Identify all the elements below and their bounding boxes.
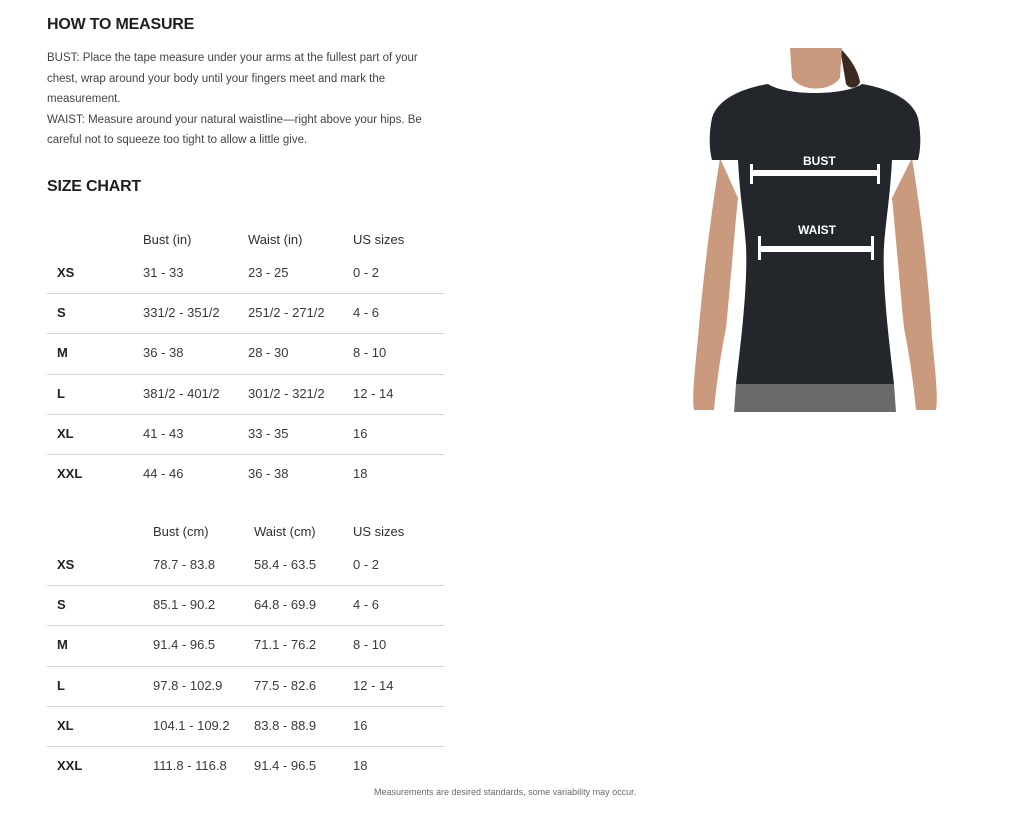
waist-value: 83.8 - 88.9 (254, 717, 317, 733)
bust-value: 97.8 - 102.9 (153, 677, 223, 693)
model-measurement-figure (690, 48, 940, 412)
column-header-us-sizes: US sizes (353, 232, 405, 247)
size-label: XL (57, 717, 74, 733)
size-label: S (57, 305, 66, 321)
bust-value: 381/2 - 401/2 (143, 385, 220, 401)
bust-instruction: BUST: Place the tape measure under your arms at the fullest part of your chest, wrap around your body until your fingers meet and mark the measurement. (47, 52, 418, 106)
bust-value: 41 - 43 (143, 425, 184, 441)
size-table-inches (47, 224, 444, 495)
table-row (47, 415, 444, 455)
waist-value: 64.8 - 69.9 (254, 597, 317, 613)
waist-value: 71.1 - 76.2 (254, 637, 317, 653)
left-arm-shape (693, 158, 738, 410)
table-row (47, 626, 444, 666)
table-row (47, 546, 444, 586)
us-size-value: 8 - 10 (353, 637, 387, 653)
table-row (47, 375, 444, 415)
waist-figure-label: WAIST (798, 223, 836, 237)
waist-instruction: WAIST: Measure around your natural waistline—right above your hips. Be careful not to squeeze too tight to allow a little give. (47, 113, 422, 147)
waist-value: 77.5 - 82.6 (254, 677, 317, 693)
size-table-centimeters (47, 516, 444, 787)
table-row (47, 334, 444, 374)
table-row (47, 747, 444, 787)
us-size-value: 12 - 14 (353, 677, 394, 693)
leggings-shape (734, 384, 896, 412)
size-label: XS (57, 265, 75, 280)
table-row (47, 294, 444, 334)
bust-value: 44 - 46 (143, 465, 184, 481)
us-size-value: 18 (353, 757, 368, 773)
waist-value: 58.4 - 63.5 (254, 557, 317, 572)
us-size-value: 16 (353, 717, 368, 733)
size-label: M (57, 345, 68, 361)
bust-value: 85.1 - 90.2 (153, 597, 216, 613)
table-row (47, 667, 444, 707)
bust-value: 78.7 - 83.8 (153, 557, 216, 572)
us-size-value: 0 - 2 (353, 557, 380, 572)
bust-value: 111.8 - 116.8 (153, 757, 227, 773)
size-label: L (57, 677, 65, 693)
us-size-value: 12 - 14 (353, 385, 394, 401)
size-label: M (57, 637, 68, 653)
how-to-measure-instructions (47, 48, 447, 151)
table-row (47, 707, 444, 747)
column-header-waist: Waist (cm) (254, 524, 316, 539)
size-chart-title: SIZE CHART (47, 178, 142, 195)
size-label: XS (57, 557, 75, 572)
bust-value: 91.4 - 96.5 (153, 637, 216, 653)
waist-value: 33 - 35 (248, 425, 289, 441)
hair-shape (840, 48, 860, 88)
size-label: L (57, 385, 65, 401)
us-size-value: 4 - 6 (353, 597, 380, 613)
table-header (47, 516, 444, 546)
size-label: S (57, 597, 66, 613)
right-arm-shape (892, 158, 937, 410)
column-header-bust: Bust (in) (143, 232, 192, 247)
table-row (47, 586, 444, 626)
waist-value: 23 - 25 (248, 265, 289, 280)
how-to-measure-title: HOW TO MEASURE (47, 16, 195, 33)
bust-figure-label: BUST (803, 154, 836, 168)
us-size-value: 0 - 2 (353, 265, 380, 280)
size-label: XXL (57, 757, 83, 773)
column-header-us-sizes: US sizes (353, 524, 405, 539)
bust-value: 36 - 38 (143, 345, 184, 361)
table-row (47, 455, 444, 495)
waist-value: 301/2 - 321/2 (248, 385, 325, 401)
us-size-value: 4 - 6 (353, 305, 380, 321)
us-size-value: 8 - 10 (353, 345, 387, 361)
bust-value: 31 - 33 (143, 265, 184, 280)
waist-value: 36 - 38 (248, 465, 289, 481)
size-label: XL (57, 425, 74, 441)
measurement-footnote: Measurements are desired standards, some variability may occur. (374, 787, 637, 797)
model-illustration (690, 48, 940, 412)
bust-value: 331/2 - 351/2 (143, 305, 220, 321)
column-header-waist: Waist (in) (248, 232, 303, 247)
size-label: XXL (57, 465, 83, 481)
waist-value: 251/2 - 271/2 (248, 305, 325, 321)
us-size-value: 18 (353, 465, 368, 481)
table-header (47, 224, 444, 254)
neck-shape (790, 48, 842, 89)
bust-value: 104.1 - 109.2 (153, 717, 230, 733)
table-row (47, 254, 444, 294)
column-header-bust: Bust (cm) (153, 524, 209, 539)
waist-value: 28 - 30 (248, 345, 289, 361)
us-size-value: 16 (353, 425, 368, 441)
waist-value: 91.4 - 96.5 (254, 757, 317, 773)
